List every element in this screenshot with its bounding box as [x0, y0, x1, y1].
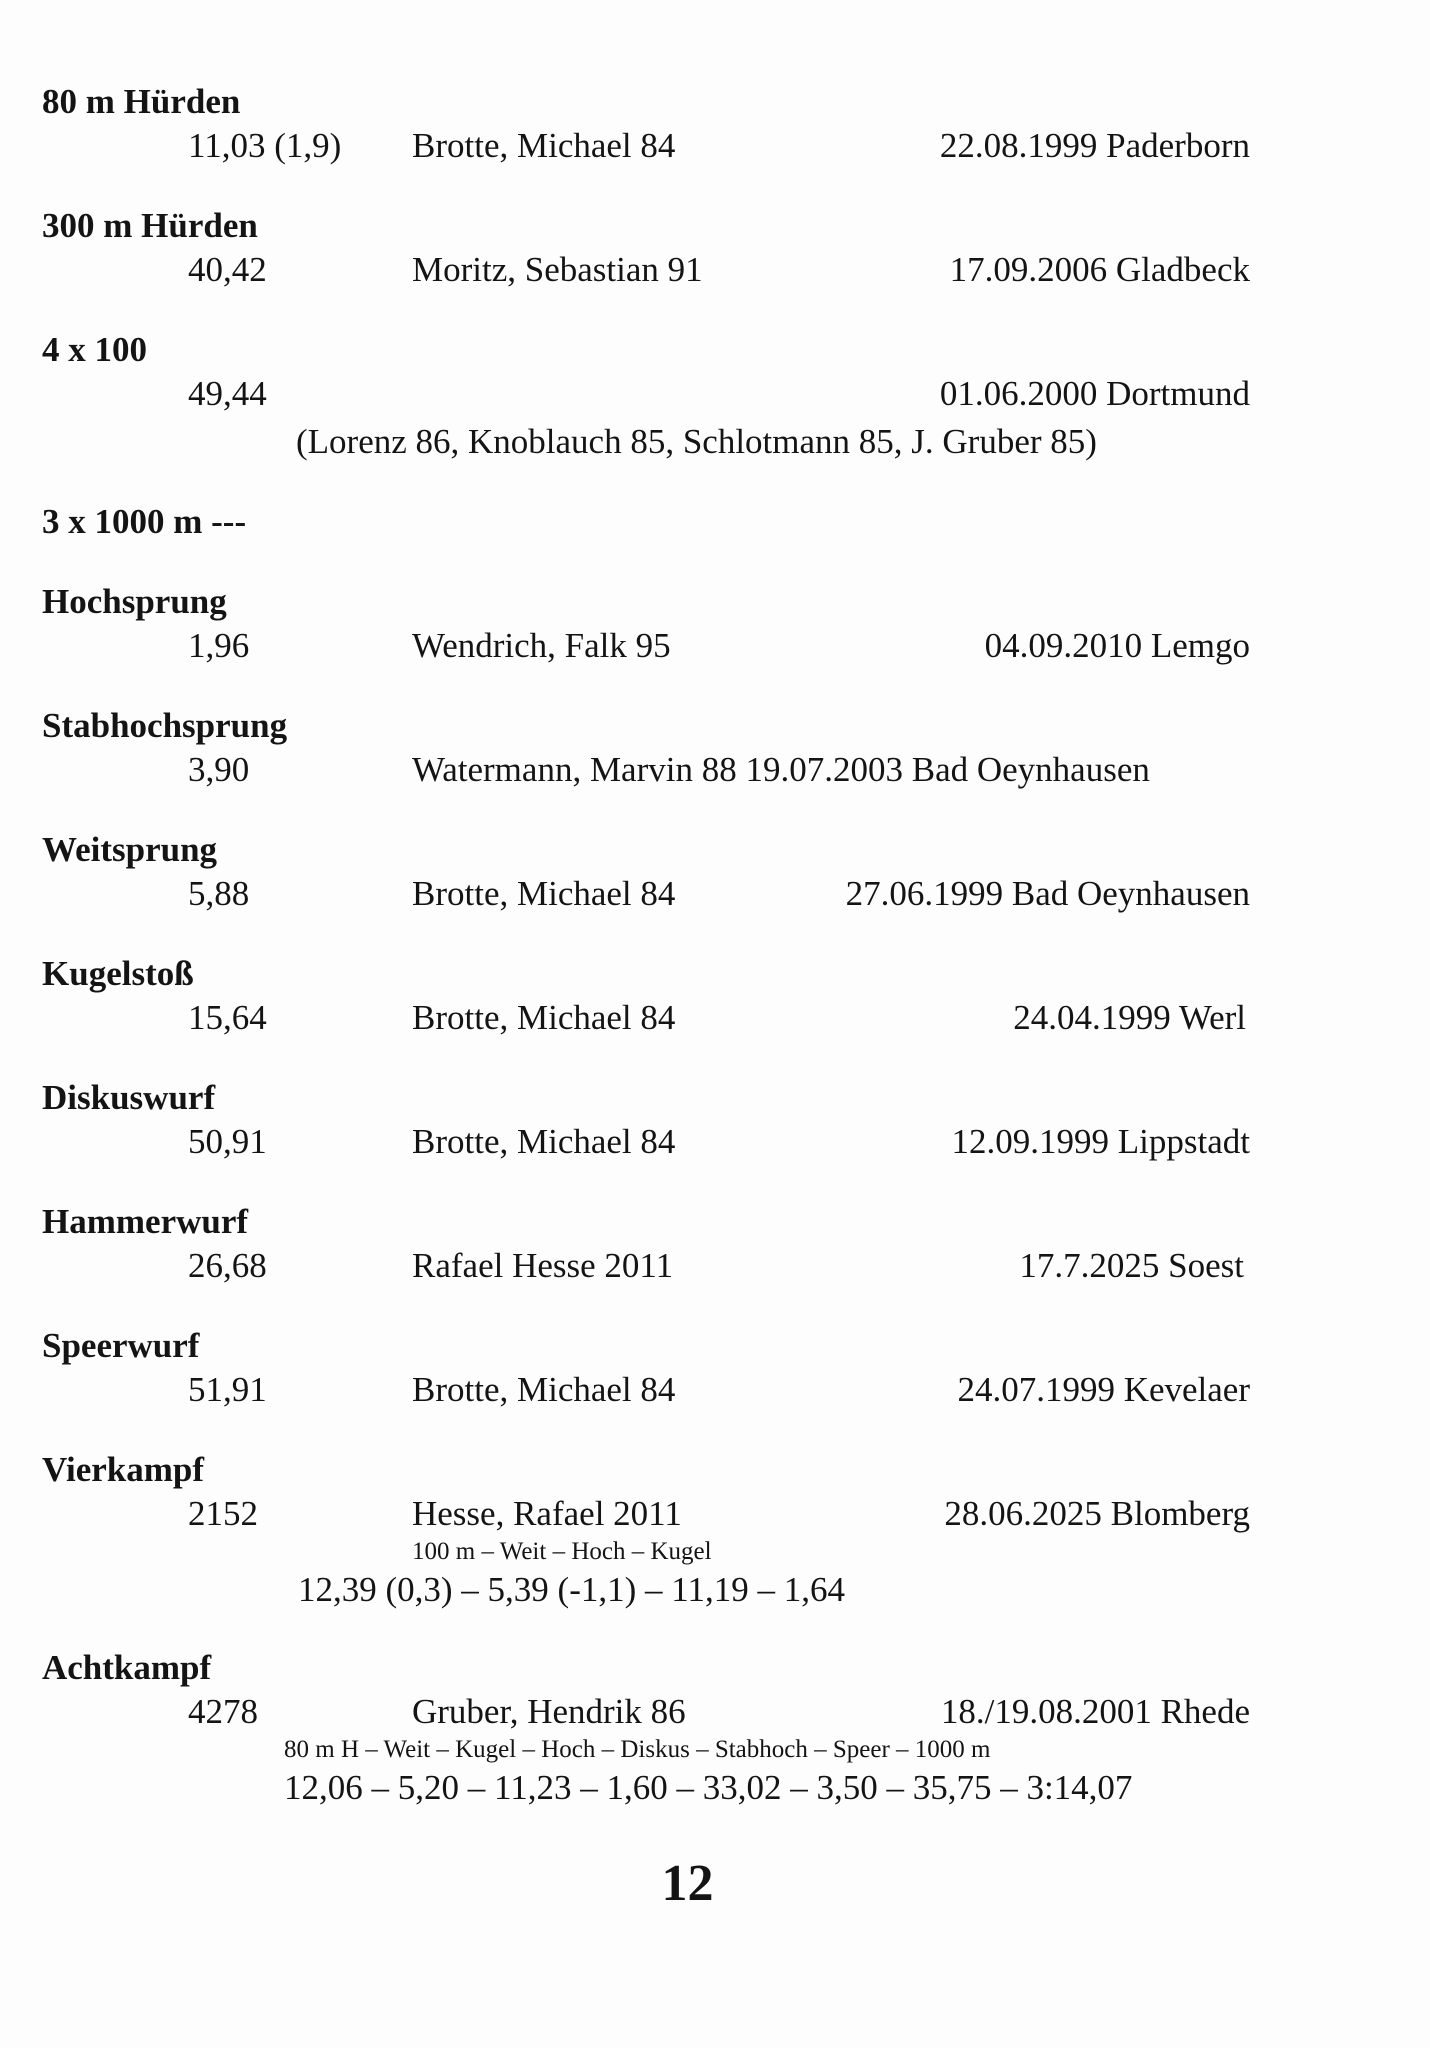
- event-title: Hochsprung: [42, 582, 227, 621]
- date-place: 12.09.1999 Lippstadt: [951, 1122, 1250, 1161]
- record-row: [0, 250, 1430, 292]
- relay-team: (Lorenz 86, Knoblauch 85, Schlotmann 85, J. Gruber 85): [296, 422, 1097, 461]
- record-row: [0, 1370, 1430, 1412]
- event-title: 4 x 100: [42, 330, 147, 369]
- event-title: 300 m Hürden: [42, 206, 258, 245]
- discipline-results: 12,06 – 5,20 – 11,23 – 1,60 – 33,02 – 3,50 – 35,75 – 3:14,07: [284, 1768, 1133, 1807]
- record-row: [0, 126, 1430, 168]
- discipline-list: 80 m H – Weit – Kugel – Hoch – Diskus – Stabhoch – Speer – 1000 m: [284, 1736, 991, 1763]
- athlete: Rafael Hesse 2011: [412, 1246, 674, 1285]
- athlete: Brotte, Michael 84: [412, 126, 676, 165]
- performance: 15,64: [188, 998, 267, 1037]
- performance: 49,44: [188, 374, 267, 413]
- performance: 2152: [188, 1494, 258, 1533]
- athlete: Wendrich, Falk 95: [412, 626, 671, 665]
- page-number: 12: [661, 1855, 714, 1912]
- date-place: 17.7.2025 Soest: [1019, 1246, 1244, 1285]
- event-title: Achtkampf: [42, 1648, 212, 1687]
- event-title: Weitsprung: [42, 830, 218, 869]
- record-row: [0, 750, 1430, 792]
- date-place: 22.08.1999 Paderborn: [939, 126, 1250, 165]
- athlete: Brotte, Michael 84: [412, 1370, 676, 1409]
- date-place: 24.07.1999 Kevelaer: [957, 1370, 1250, 1409]
- date-place: 28.06.2025 Blomberg: [944, 1494, 1250, 1533]
- performance: 1,96: [188, 626, 250, 665]
- performance: 3,90: [188, 750, 250, 789]
- athlete-date-place: Watermann, Marvin 88 19.07.2003 Bad Oeynhausen: [412, 750, 1150, 789]
- discipline-results: 12,39 (0,3) – 5,39 (-1,1) – 11,19 – 1,64: [298, 1570, 845, 1609]
- record-row: [0, 1494, 1430, 1536]
- event-title: Vierkampf: [42, 1450, 205, 1489]
- record-row: [0, 1122, 1430, 1164]
- date-place: 18./19.08.2001 Rhede: [940, 1692, 1250, 1731]
- record-row: [0, 374, 1430, 416]
- event-title: Diskuswurf: [42, 1078, 216, 1117]
- athlete: Moritz, Sebastian 91: [412, 250, 703, 289]
- date-place: 17.09.2006 Gladbeck: [949, 250, 1250, 289]
- date-place: 27.06.1999 Bad Oeynhausen: [845, 874, 1250, 913]
- event-title: Kugelstoß: [42, 954, 194, 993]
- event-title: Speerwurf: [42, 1326, 200, 1365]
- athlete: Brotte, Michael 84: [412, 874, 676, 913]
- event-title: Stabhochsprung: [42, 706, 288, 745]
- performance: 50,91: [188, 1122, 267, 1161]
- date-place: 24.04.1999 Werl: [1013, 998, 1246, 1037]
- performance: 5,88: [188, 874, 250, 913]
- record-row: [0, 626, 1430, 668]
- record-row: [0, 1692, 1430, 1734]
- athlete: Hesse, Rafael 2011: [412, 1494, 682, 1533]
- record-row: [0, 1246, 1430, 1288]
- athlete: Brotte, Michael 84: [412, 1122, 676, 1161]
- performance: 11,03 (1,9): [188, 126, 342, 165]
- performance: 4278: [188, 1692, 258, 1731]
- date-place: 01.06.2000 Dortmund: [939, 374, 1250, 413]
- athlete: Brotte, Michael 84: [412, 998, 676, 1037]
- performance: 26,68: [188, 1246, 267, 1285]
- event-title: 80 m Hürden: [42, 82, 241, 121]
- athlete: Gruber, Hendrik 86: [412, 1692, 686, 1731]
- event-title: Hammerwurf: [42, 1202, 249, 1241]
- discipline-list: 100 m – Weit – Hoch – Kugel: [412, 1538, 712, 1565]
- record-row: [0, 998, 1430, 1040]
- date-place: 04.09.2010 Lemgo: [984, 626, 1250, 665]
- performance: 40,42: [188, 250, 267, 289]
- event-title: 3 x 1000 m ---: [42, 502, 247, 541]
- performance: 51,91: [188, 1370, 267, 1409]
- record-row: [0, 874, 1430, 916]
